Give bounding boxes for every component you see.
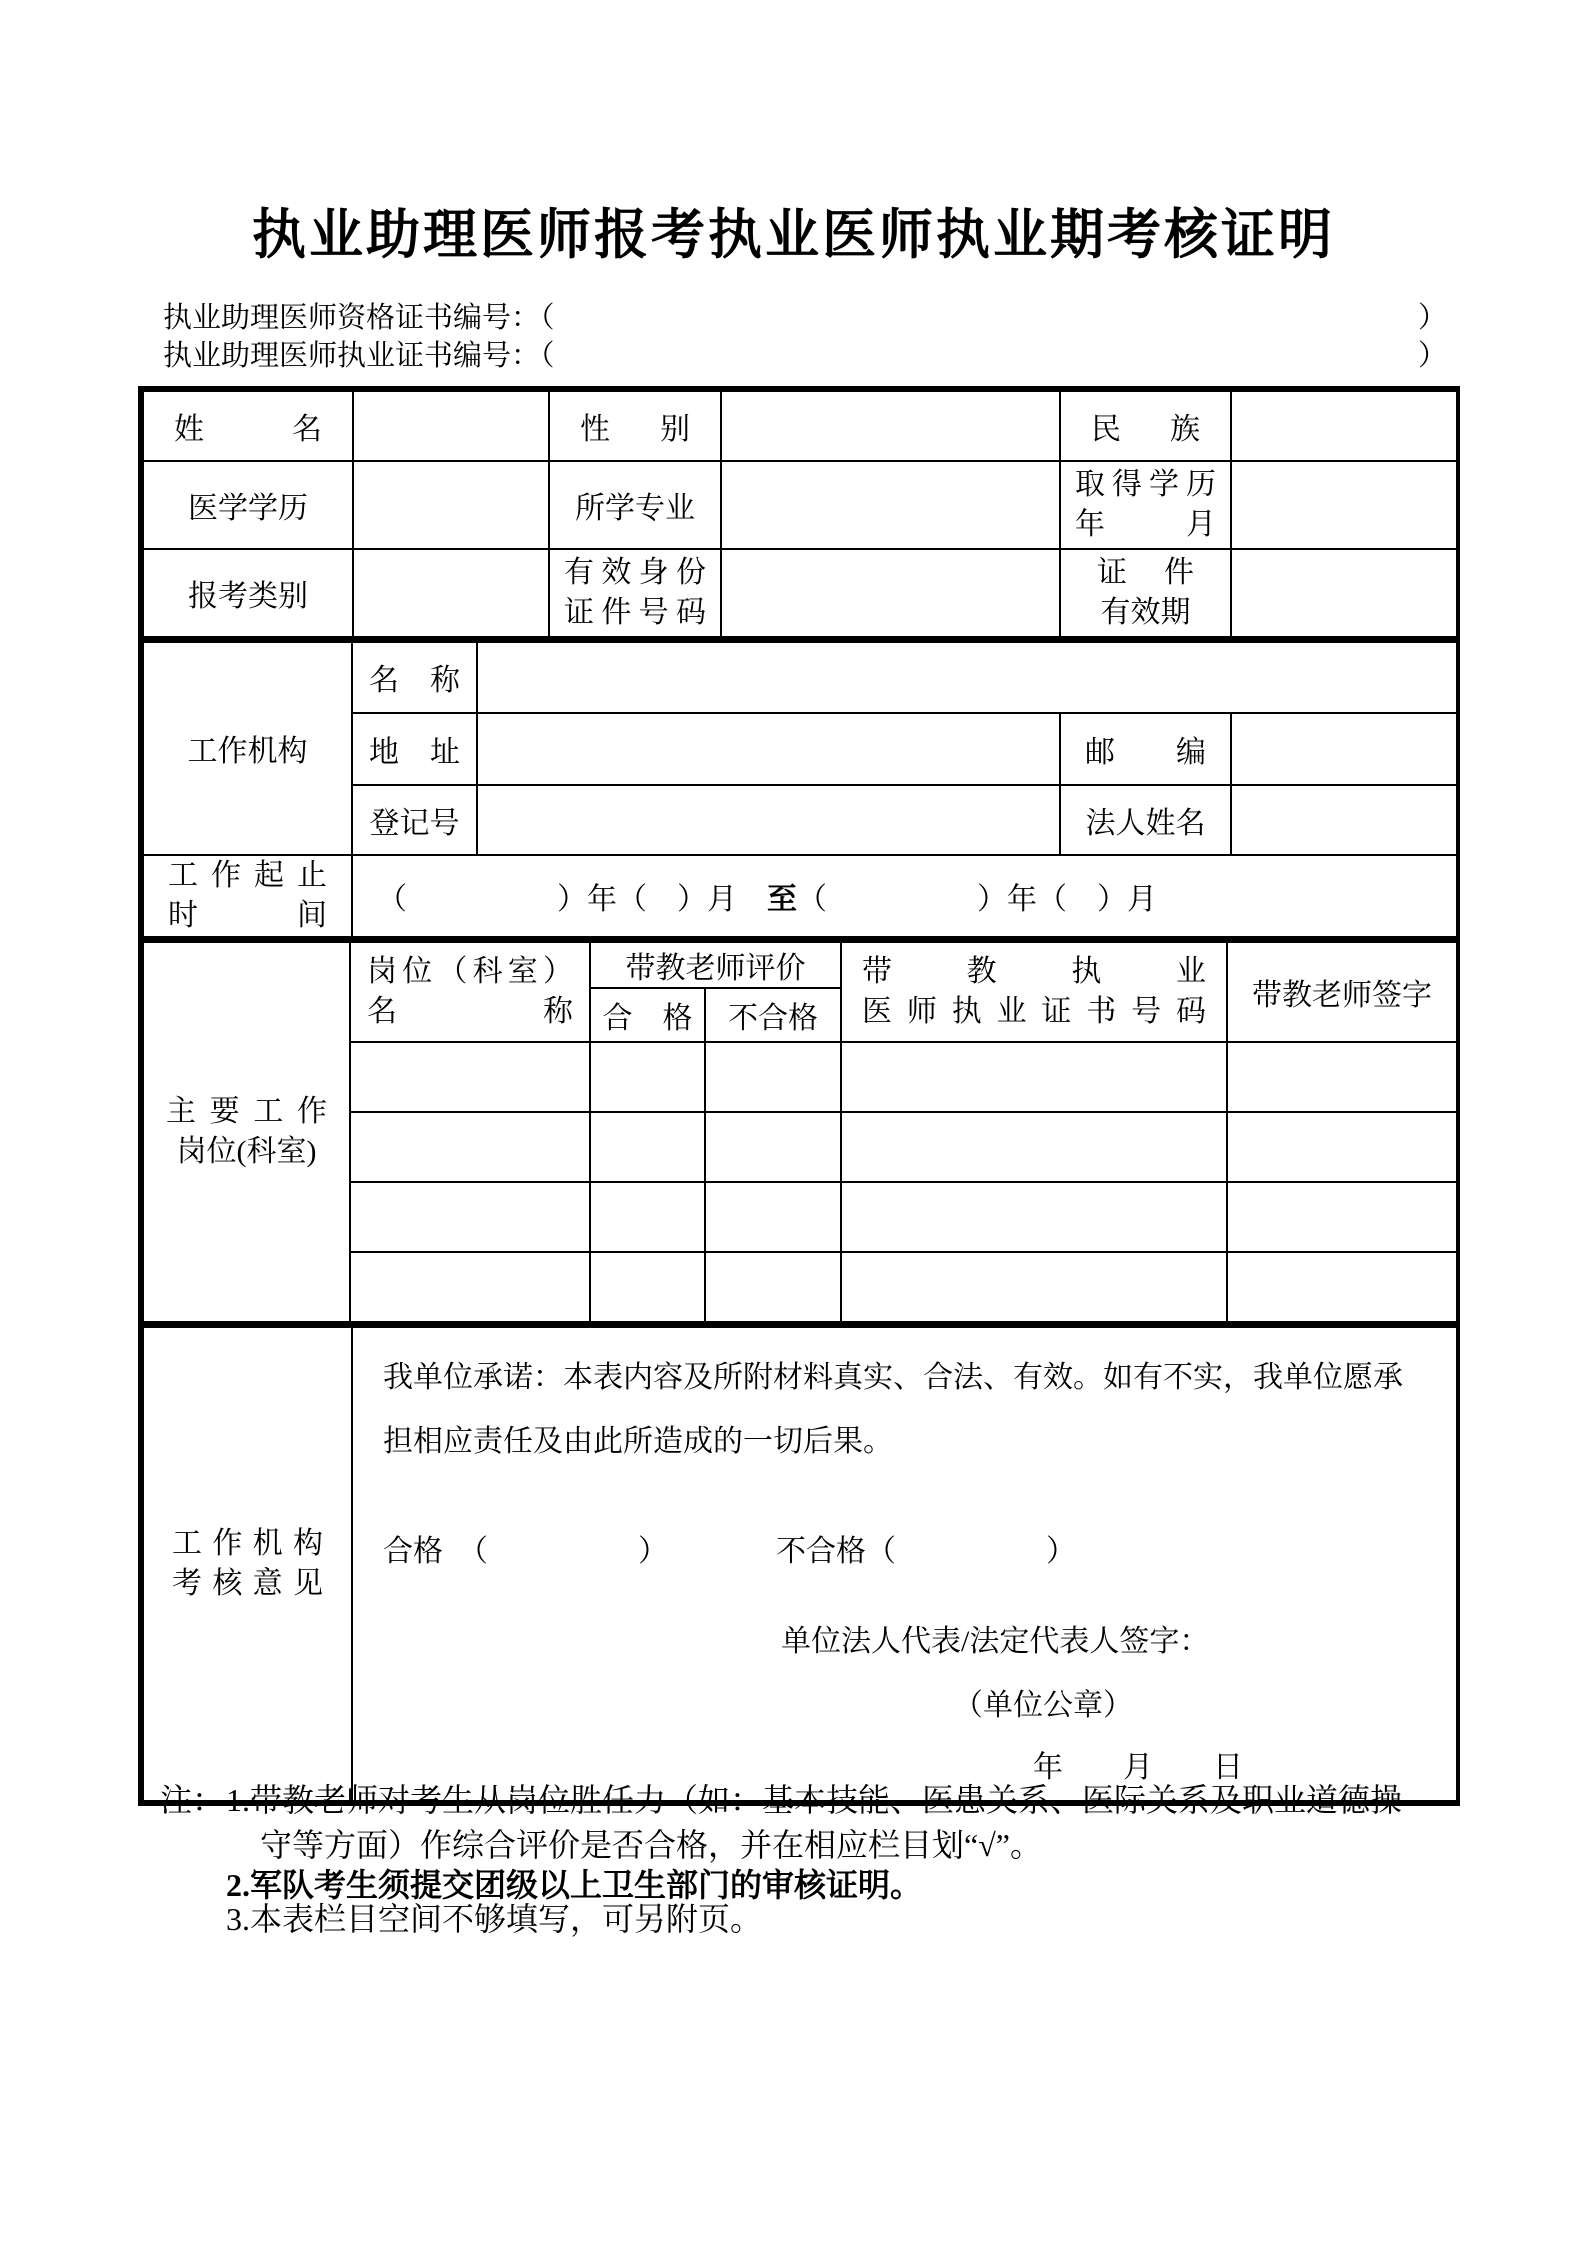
table-row [143,461,1457,549]
teacher-cert-cell [841,1252,1227,1322]
reg-number-label-cell [352,785,477,855]
id-label-line1: 有效身份 [564,556,706,589]
assessment-label-cell [143,1325,352,1801]
postcode-label: 邮编 [1085,735,1206,769]
ethnicity-value-cell [1231,391,1457,461]
note-3: 3.本表栏目空间不够填写，可另附页。 [226,1901,763,1937]
fail-option: 不合格（ ） [776,1534,1076,1568]
legal-name-label-cell [1060,785,1231,855]
edu-date-label-cell [1060,461,1231,549]
teacher-cert-cell [841,1112,1227,1182]
assistant-qualification-cert-label: 执业助理医师资格证书编号：（ [163,302,555,334]
id-label-line2: 证件号码 [564,596,706,629]
table-row [143,549,1457,637]
assessment-section [142,1323,1458,1803]
postcode-value-cell [1231,713,1457,785]
assistant-qualification-cert-line [163,299,1447,337]
promise-line2: 担相应责任及由此所造成的一切后果。 [383,1424,893,1458]
pass-option: 合格 （ ） [383,1534,668,1568]
cert-number-lines [163,299,1447,375]
major-value-cell [721,461,1060,549]
table-row [143,641,1457,713]
ethnicity-label: 民族 [1091,413,1200,446]
date-line: 年 月 日 [1033,1751,1243,1784]
assessment-content-cell [352,1325,1457,1801]
pass-cell [590,1042,705,1112]
education-value-cell [353,461,549,549]
post-name-cell [350,1042,590,1112]
post-name-header-cell [350,940,590,1042]
institution-section [142,638,1458,938]
table-row [143,391,1457,461]
teacher-cert-header-cell [841,940,1227,1042]
promise-paragraph [353,1328,1456,1474]
unit-seal-line: （单位公章） [953,1688,1133,1722]
exam-type-label: 报考类别 [188,580,308,613]
legal-name-value-cell [1231,785,1457,855]
teacher-eval-header-cell [590,940,841,988]
teacher-sign-cell [1227,1182,1457,1252]
work-period-label-line2: 时间 [168,898,327,932]
teacher-cert-cell [841,1042,1227,1112]
edu-date-label-line2: 年月 [1075,508,1216,541]
post-name-cell [350,1182,590,1252]
grade-line [353,1526,1456,1570]
address-label-cell [352,713,477,785]
edu-date-label-line1: 取得学历 [1075,468,1216,501]
id-number-label-cell [549,549,721,637]
name-label: 姓名 [174,413,322,446]
teacher-cert-header-line1: 带教执业 [862,954,1206,988]
postcode-label-cell [1060,713,1231,785]
work-posts-label-line1: 主要工作 [166,1094,327,1128]
ethnicity-label-cell [1060,391,1231,461]
teacher-eval-header: 带教老师评价 [625,951,806,985]
id-valid-label-line2: 有效期 [1100,596,1191,629]
teacher-cert-cell [841,1182,1227,1252]
fail-cell [705,1182,841,1252]
institution-name-value-cell [477,641,1457,713]
work-period-label-cell [143,855,352,937]
fail-header-cell [705,988,841,1042]
institution-label-cell [143,641,352,855]
assistant-practice-cert-label: 执业助理医师执业证书编号：（ [163,340,555,372]
pass-header: 合 格 [602,1001,693,1035]
name-value-cell [353,391,549,461]
teacher-sign-header-cell [1227,940,1457,1042]
education-label-cell [143,461,353,549]
id-validity-value-cell [1231,549,1457,637]
education-label: 医学学历 [188,492,308,525]
exam-type-label-cell [143,549,353,637]
note-items [226,1778,1462,1936]
table-row [143,1325,1457,1801]
assistant-practice-cert-close-paren: ） [1417,340,1447,372]
address-value-cell [477,713,1060,785]
legal-name-label: 法人姓名 [1085,806,1206,840]
address-label: 地址 [369,735,460,769]
teacher-sign-cell [1227,1252,1457,1322]
reg-number-label: 登记号 [369,806,460,840]
fail-cell [705,1112,841,1182]
institution-label: 工作机构 [187,735,308,769]
note-1-line2: 守等方面）作综合评价是否合格，并在相应栏目划“√”。 [260,1827,1042,1863]
exam-type-value-cell [353,549,549,637]
assistant-qualification-cert-close-paren: ） [1417,302,1447,334]
work-period-until: （ ）年（ ）月 [797,882,1157,916]
fail-cell [705,1252,841,1322]
work-period-from: （ ）年（ ）月 [377,882,767,916]
note-1-line1: 1.带教老师对考生从岗位胜任力（如：基本技能、医患关系、医际关系及职业道德操 [226,1782,1403,1818]
legal-representative-sign-line: 单位法人代表/法定代表人签字： [781,1624,1210,1658]
fail-header: 不合格 [728,1001,818,1035]
table-row [143,855,1457,937]
gender-label: 性别 [580,413,690,446]
teacher-sign-cell [1227,1112,1457,1182]
major-label-cell [549,461,721,549]
work-period-label-line1: 工作起止 [168,858,327,892]
personal-info-section [142,390,1458,638]
pass-cell [590,1182,705,1252]
footnotes [160,1778,1462,1936]
id-number-value-cell [721,549,1060,637]
edu-date-value-cell [1231,461,1457,549]
id-valid-label-line1: 证件 [1097,556,1194,589]
teacher-sign-cell [1227,1042,1457,1112]
pass-cell [590,1112,705,1182]
assessment-label-line2: 考核意见 [172,1566,323,1600]
post-name-cell [350,1252,590,1322]
work-period-value-cell [352,855,1457,937]
pass-cell [590,1252,705,1322]
work-posts-label-cell [143,940,350,1322]
major-label: 所学专业 [575,492,695,525]
promise-line1: 我单位承诺：本表内容及所附材料真实、合法、有效。如有不实，我单位愿承 [383,1360,1403,1394]
pass-header-cell [590,988,705,1042]
gender-label-cell [549,391,721,461]
post-name-header-line1: 岗位（科室） [367,954,573,988]
page-title: 执业助理医师报考执业医师执业期考核证明 [252,205,1335,265]
teacher-sign-header: 带教老师签字 [1252,978,1432,1012]
gender-value-cell [721,391,1060,461]
work-posts-label-line2: 岗位(科室) [176,1134,317,1168]
post-name-cell [350,1112,590,1182]
reg-number-value-cell [477,785,1060,855]
fail-cell [705,1042,841,1112]
name-label-cell [143,391,353,461]
table-row [143,940,1457,988]
post-name-header-line2: 名称 [367,994,573,1028]
work-posts-section [142,938,1458,1323]
certification-table [138,386,1460,1806]
assessment-label-line1: 工作机构 [172,1526,323,1560]
institution-name-label: 名称 [369,664,460,698]
teacher-cert-header-line2: 医师执业证书号码 [862,994,1206,1028]
work-period-to-char: 至 [767,882,797,916]
id-validity-label-cell [1060,549,1231,637]
note-marker: 注： [160,1782,225,1818]
assistant-practice-cert-line [163,337,1447,375]
institution-name-label-cell [352,641,477,713]
note-2: 2.军队考生须提交团级以上卫生部门的审核证明。 [226,1867,923,1903]
